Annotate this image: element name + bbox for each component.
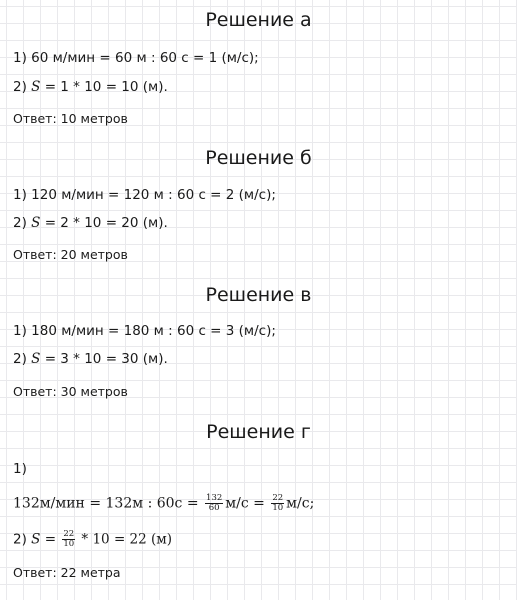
solution-g-step-1: 1) — [13, 461, 27, 477]
step-number: 2) — [13, 351, 32, 367]
step-expression: = — [40, 531, 61, 548]
solution-v-step-1: 1) 180 м/мин = 180 м : 60 с = 3 (м/с); — [13, 323, 276, 339]
distance-symbol: S — [31, 215, 41, 231]
fraction-denominator: 10 — [272, 503, 284, 513]
fraction-numerator: 22 — [63, 529, 75, 539]
solution-g-answer: Ответ: 22 метра — [13, 565, 121, 580]
equation-part: 132м/мин = 132м : 60с = — [13, 495, 204, 512]
step-expression: * 10 = 22 (м) — [77, 531, 173, 548]
solution-g-equation — [13, 494, 314, 513]
fraction — [271, 494, 284, 513]
step-expression: = 3 * 10 = 30 (м). — [40, 351, 168, 367]
fraction-numerator: 132 — [206, 493, 223, 503]
heading-solution-a: Решение а — [205, 9, 312, 31]
step-number: 2) — [13, 531, 32, 548]
step-expression: = 1 * 10 = 10 (м). — [40, 79, 168, 95]
fraction — [62, 530, 75, 549]
solution-b-answer: Ответ: 20 метров — [13, 247, 128, 262]
fraction-denominator: 10 — [63, 539, 75, 549]
distance-symbol: S — [31, 531, 41, 548]
fraction — [205, 494, 223, 513]
step-expression: = 2 * 10 = 20 (м). — [40, 215, 168, 231]
heading-solution-b: Решение б — [205, 147, 312, 169]
solution-a-answer: Ответ: 10 метров — [13, 111, 128, 126]
distance-symbol: S — [31, 351, 41, 367]
heading-solution-g: Решение г — [206, 421, 311, 443]
solution-a-step-1: 1) 60 м/мин = 60 м : 60 с = 1 (м/с); — [13, 50, 259, 66]
solution-v-step-2 — [13, 351, 168, 367]
solution-g-step-2 — [13, 530, 172, 549]
solution-b-step-1: 1) 120 м/мин = 120 м : 60 с = 2 (м/с); — [13, 187, 276, 203]
solution-a-step-2 — [13, 79, 168, 95]
step-number: 2) — [13, 215, 32, 231]
equation-part: м/с = — [225, 495, 270, 512]
equation-part: м/с; — [286, 495, 315, 512]
fraction-denominator: 60 — [208, 503, 220, 513]
distance-symbol: S — [31, 79, 41, 95]
step-number: 2) — [13, 79, 32, 95]
heading-solution-v: Решение в — [205, 284, 312, 306]
solution-v-answer: Ответ: 30 метров — [13, 384, 128, 399]
fraction-numerator: 22 — [272, 493, 284, 503]
solution-b-step-2 — [13, 215, 168, 231]
